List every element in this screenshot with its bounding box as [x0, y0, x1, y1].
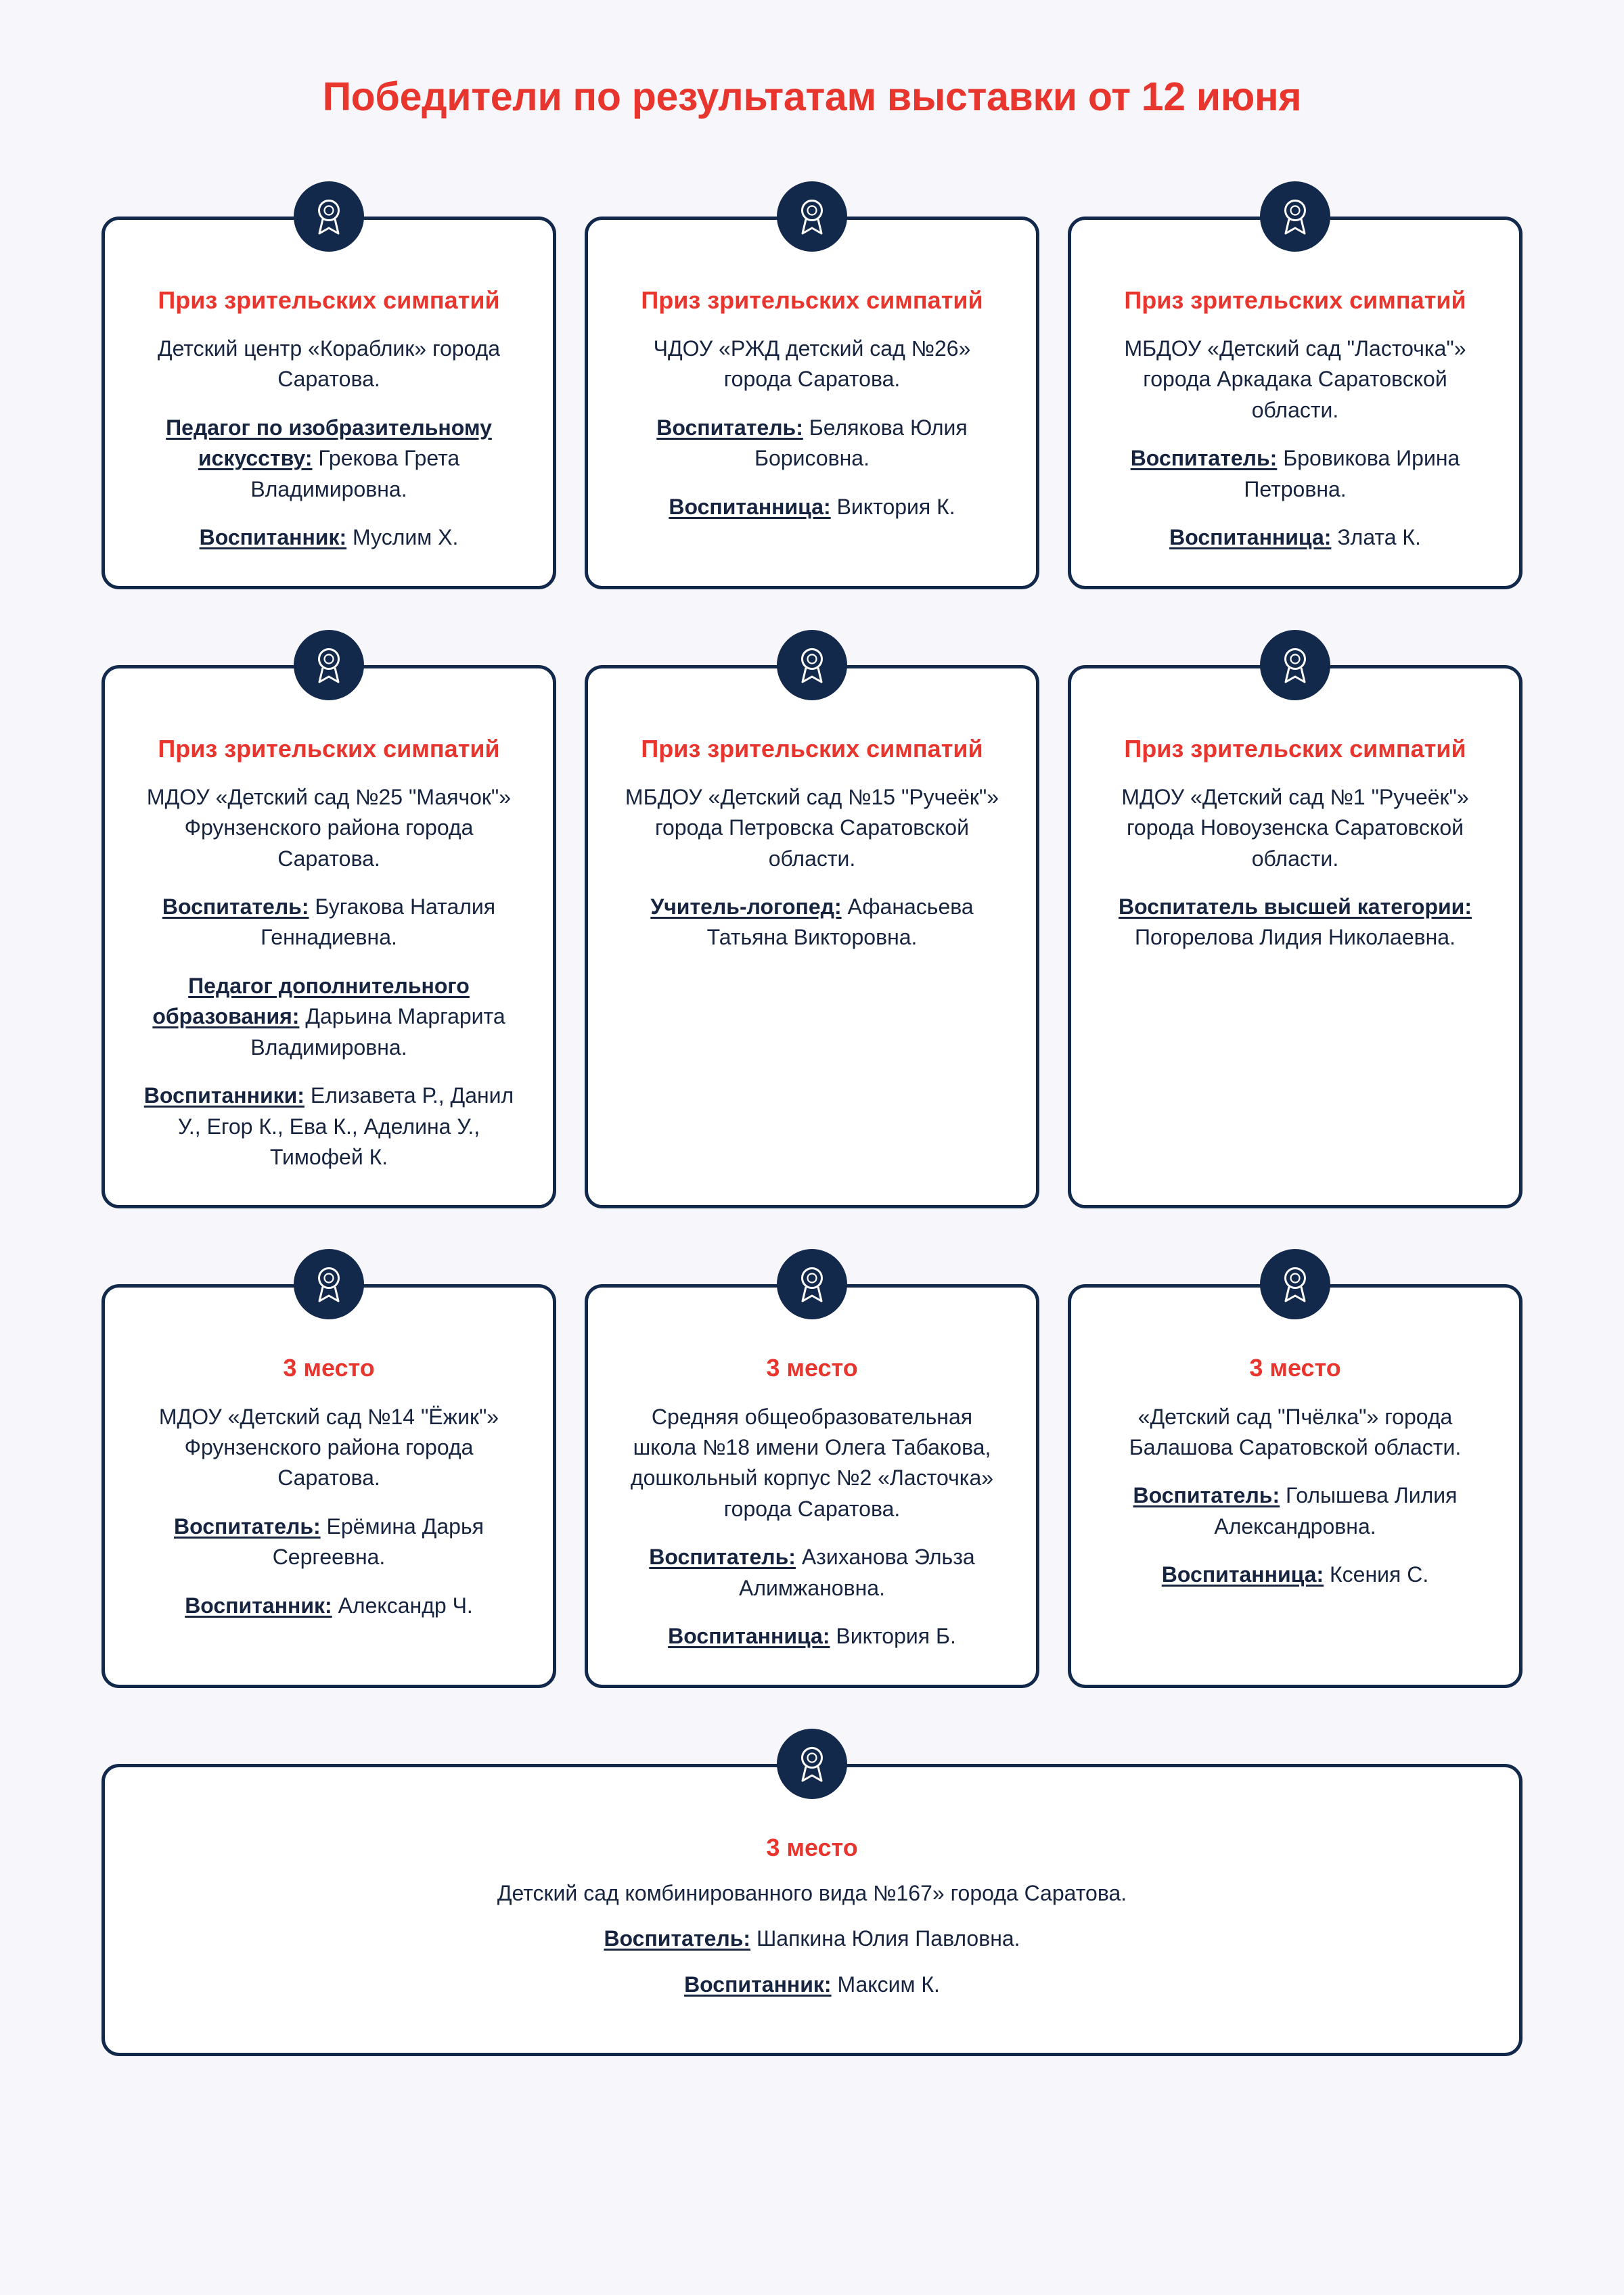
award-ribbon-icon — [777, 181, 847, 252]
card-heading: 3 место — [283, 1354, 375, 1382]
winner-card — [1068, 1284, 1522, 1687]
card-organization: Детский центр «Кораблик» города Саратова. — [157, 336, 501, 392]
detail-value: Злата К. — [1331, 525, 1421, 550]
card-organization: МБДОУ «Детский сад "Ласточка"» города Аркадака Саратовской области. — [1124, 336, 1466, 422]
detail-role: Воспитатель: — [162, 894, 309, 919]
detail-role: Воспитатель: — [1133, 1483, 1280, 1508]
detail-role: Воспитанница: — [1161, 1562, 1324, 1587]
card-heading: 3 место — [766, 1354, 858, 1382]
card-heading: Приз зрительских симпатий — [158, 734, 500, 763]
card-detail-line — [137, 413, 520, 505]
detail-value: Елизавета Р., Данил У., Егор К., Ева К., Аделина У., Тимофей К. — [177, 1083, 514, 1169]
card-detail-line — [669, 492, 955, 522]
card-organization: МБДОУ «Детский сад №15 "Ручеёк"» города Петровска Саратовской области. — [625, 784, 999, 871]
winner-card — [1068, 665, 1522, 1209]
detail-value: Дарьина Маргарита Владимировна. — [250, 1004, 505, 1060]
detail-role: Воспитанница: — [668, 1624, 830, 1649]
detail-value: Максим К. — [831, 1972, 940, 1997]
card-detail-line — [621, 413, 1003, 474]
detail-role: Воспитанница: — [669, 494, 831, 519]
card-detail-line — [1104, 892, 1487, 953]
winner-card — [585, 665, 1039, 1209]
card-detail-line — [137, 1512, 520, 1573]
card-organization: Детский сад комбинированного вида №167» города Саратова. — [497, 1880, 1127, 1905]
award-ribbon-icon — [1260, 630, 1330, 700]
card-organization: «Детский сад "Пчёлка"» города Балашова Саратовской области. — [1129, 1404, 1462, 1459]
card-detail-line — [1104, 1480, 1487, 1542]
detail-role: Воспитанница: — [1169, 525, 1332, 550]
card-detail-line — [1169, 522, 1421, 553]
detail-value: Бугакова Наталия Геннадиевна. — [261, 894, 496, 950]
detail-value: Голышева Лилия Александровна. — [1214, 1483, 1458, 1539]
winner-card — [102, 1764, 1522, 2056]
cards-row — [102, 630, 1522, 1209]
card-heading: 3 место — [766, 1833, 858, 1861]
card-detail-line — [137, 971, 520, 1063]
detail-role: Воспитанники: — [143, 1083, 304, 1108]
winner-card — [102, 1284, 556, 1687]
card-detail-line — [621, 1542, 1003, 1604]
card-detail-line — [185, 1591, 473, 1621]
detail-value: Виктория К. — [830, 494, 955, 519]
detail-role: Педагог по изобразительному искусству: — [166, 415, 492, 471]
detail-value: Белякова Юлия Борисовна. — [754, 415, 968, 471]
award-ribbon-icon — [777, 1249, 847, 1319]
cards-row — [102, 181, 1522, 589]
card-detail-line — [1104, 443, 1487, 505]
award-ribbon-icon — [294, 1249, 364, 1319]
card-detail-line — [137, 1081, 520, 1173]
cards-row — [102, 1249, 1522, 1687]
detail-value: Азиханова Эльза Алимжановна. — [739, 1545, 975, 1600]
detail-value: Муслим Х. — [346, 525, 459, 550]
detail-role: Воспитанник: — [684, 1972, 832, 1997]
card-detail-line — [684, 1970, 940, 2000]
card-heading: Приз зрительских симпатий — [158, 286, 500, 314]
award-ribbon-icon — [1260, 1249, 1330, 1319]
detail-value: Бровикова Ирина Петровна. — [1244, 446, 1460, 501]
winner-card — [102, 217, 556, 589]
detail-value: Виктория Б. — [830, 1624, 956, 1649]
detail-value: Грекова Грета Владимировна. — [250, 446, 460, 501]
card-organization: ЧДОУ «РЖД детский сад №26» города Саратова. — [653, 336, 971, 392]
detail-role: Воспитатель: — [1130, 446, 1278, 471]
detail-role: Воспитатель: — [649, 1545, 796, 1570]
card-organization: МДОУ «Детский сад №25 "Маячок"» Фрунзенского района города Саратова. — [146, 784, 512, 871]
card-heading: 3 место — [1249, 1354, 1341, 1382]
award-ribbon-icon — [294, 630, 364, 700]
card-heading: Приз зрительских симпатий — [641, 286, 983, 314]
detail-value: Афанасьева Татьяна Викторовна. — [706, 894, 974, 950]
card-organization: Средняя общеобразовательная школа №18 имени Олега Табакова, дошкольный корпус №2 «Ласточка» города Саратова. — [630, 1404, 994, 1521]
card-detail-line — [1162, 1560, 1428, 1590]
page-title: Победители по результатам выставки от 12 июня — [322, 74, 1302, 119]
winner-card — [585, 217, 1039, 589]
detail-value: Погорелова Лидия Николаевна. — [1135, 925, 1456, 950]
award-ribbon-icon — [777, 630, 847, 700]
card-heading: Приз зрительских симпатий — [1124, 286, 1466, 314]
card-detail-line — [668, 1621, 956, 1652]
winner-card — [585, 1284, 1039, 1687]
card-heading: Приз зрительских симпатий — [1124, 734, 1466, 763]
card-detail-line — [200, 522, 459, 553]
detail-role: Воспитанник: — [199, 525, 347, 550]
detail-value: Шапкина Юлия Павловна. — [750, 1926, 1020, 1951]
card-heading: Приз зрительских симпатий — [641, 734, 983, 763]
detail-role: Воспитатель: — [174, 1514, 321, 1539]
cards-grid — [102, 181, 1522, 2056]
detail-value: Александр Ч. — [332, 1593, 473, 1618]
card-detail-line — [621, 892, 1003, 953]
detail-role: Воспитатель высшей категории: — [1119, 894, 1472, 919]
cards-row — [102, 1729, 1522, 2056]
card-detail-line — [604, 1924, 1020, 1954]
detail-role: Воспитанник: — [185, 1593, 332, 1618]
detail-value: Ксения С. — [1324, 1562, 1429, 1587]
card-organization: МДОУ «Детский сад №1 "Ручеёк"» города Новоузенска Саратовской области. — [1121, 784, 1469, 871]
award-ribbon-icon — [294, 181, 364, 252]
winner-card — [102, 665, 556, 1209]
card-organization: МДОУ «Детский сад №14 "Ёжик"» Фрунзенского района города Саратова. — [158, 1404, 499, 1491]
award-ribbon-icon — [777, 1729, 847, 1799]
detail-role: Воспитатель: — [604, 1926, 751, 1951]
winner-card — [1068, 217, 1522, 589]
award-ribbon-icon — [1260, 181, 1330, 252]
detail-role: Учитель-логопед: — [650, 894, 842, 919]
card-detail-line — [137, 892, 520, 953]
detail-value: Ерёмина Дарья Сергеевна. — [272, 1514, 484, 1570]
detail-role: Педагог дополнительного образования: — [152, 973, 470, 1029]
detail-role: Воспитатель: — [656, 415, 803, 440]
